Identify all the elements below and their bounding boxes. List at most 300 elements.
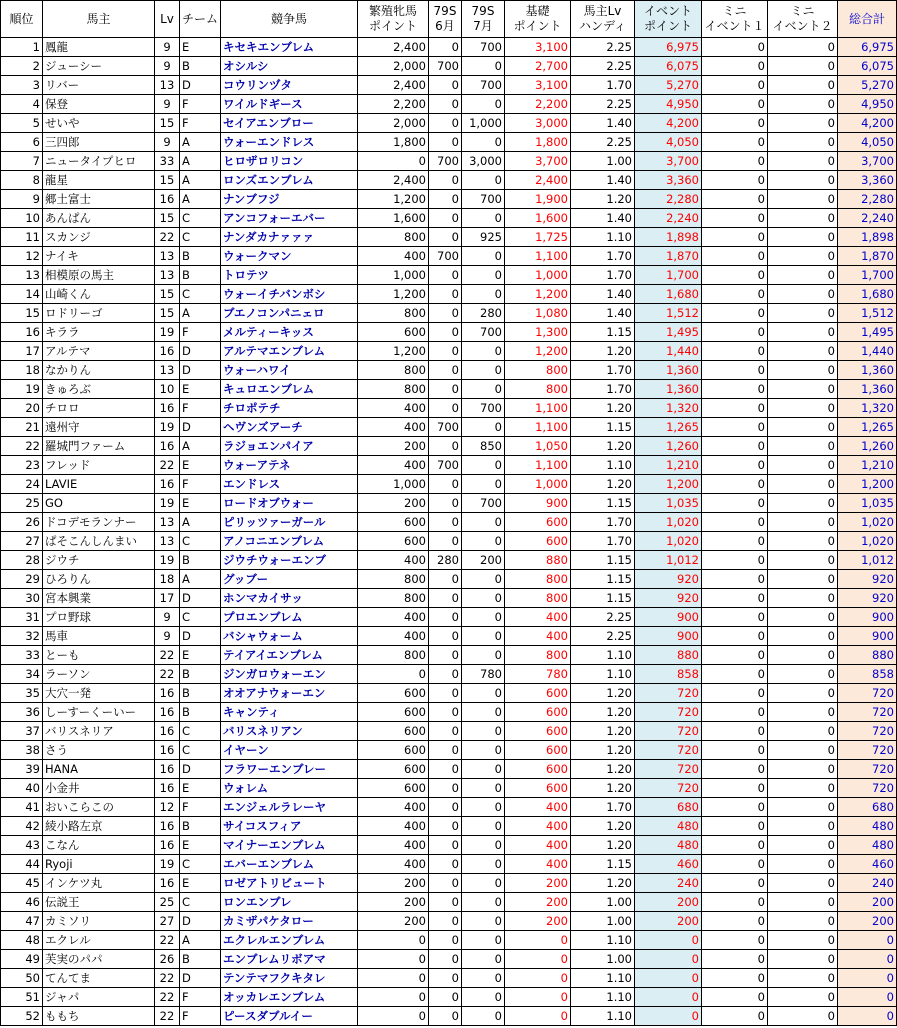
horse-cell: グッブー — [221, 570, 358, 589]
total-cell: 1,495 — [838, 323, 897, 342]
mini-event-2-cell: 0 — [768, 608, 838, 627]
lv-cell: 13 — [155, 76, 180, 95]
mini-event-2-cell: 0 — [768, 171, 838, 190]
mini-event-1-cell: 0 — [702, 855, 768, 874]
table-row — [1, 475, 897, 494]
july-points-cell: 0 — [462, 722, 505, 741]
mini-event-1-cell: 0 — [702, 475, 768, 494]
horse-cell: オッカレエンブレム — [221, 988, 358, 1007]
june-points-cell: 0 — [429, 912, 462, 931]
base-points-cell: 400 — [505, 817, 571, 836]
event-points-cell: 1,020 — [635, 513, 702, 532]
mini-event-2-cell: 0 — [768, 418, 838, 437]
breeding-points-cell: 200 — [358, 437, 429, 456]
mini-event-2-cell: 0 — [768, 95, 838, 114]
event-points-cell: 920 — [635, 589, 702, 608]
july-points-cell: 0 — [462, 342, 505, 361]
june-points-cell: 0 — [429, 760, 462, 779]
july-points-cell: 0 — [462, 684, 505, 703]
horse-cell: ウォレム — [221, 779, 358, 798]
table-row — [1, 380, 897, 399]
owner-cell: 芙実のパパ — [43, 950, 155, 969]
handicap-cell: 1.40 — [571, 171, 635, 190]
horse-cell: ヒロザロリコン — [221, 152, 358, 171]
total-cell: 200 — [838, 893, 897, 912]
total-cell: 1,512 — [838, 304, 897, 323]
handicap-cell: 2.25 — [571, 57, 635, 76]
lv-cell: 13 — [155, 247, 180, 266]
mini-event-1-cell: 0 — [702, 304, 768, 323]
mini-event-1-cell: 0 — [702, 190, 768, 209]
total-cell: 0 — [838, 988, 897, 1007]
june-points-cell: 0 — [429, 209, 462, 228]
breeding-points-cell: 600 — [358, 323, 429, 342]
june-points-cell: 0 — [429, 285, 462, 304]
event-points-cell: 900 — [635, 627, 702, 646]
total-cell: 1,898 — [838, 228, 897, 247]
base-points-cell: 1,000 — [505, 266, 571, 285]
rank-cell: 45 — [1, 874, 43, 893]
header-base-line1: 基礎 — [525, 4, 550, 18]
base-points-cell: 400 — [505, 798, 571, 817]
rank-cell: 8 — [1, 171, 43, 190]
base-points-cell: 3,700 — [505, 152, 571, 171]
mini-event-1-cell: 0 — [702, 114, 768, 133]
june-points-cell: 0 — [429, 171, 462, 190]
total-cell: 1,020 — [838, 513, 897, 532]
owner-cell: フレッド — [43, 456, 155, 475]
horse-cell: ブエノコンパニェロ — [221, 304, 358, 323]
event-points-cell: 1,035 — [635, 494, 702, 513]
july-points-cell: 0 — [462, 931, 505, 950]
horse-cell: ホンマカイサッ — [221, 589, 358, 608]
total-cell: 720 — [838, 760, 897, 779]
lv-cell: 12 — [155, 798, 180, 817]
table-row — [1, 912, 897, 931]
team-cell: B — [180, 551, 221, 570]
base-points-cell: 780 — [505, 665, 571, 684]
event-points-cell: 4,950 — [635, 95, 702, 114]
base-points-cell: 3,100 — [505, 38, 571, 57]
mini-event-2-cell: 0 — [768, 399, 838, 418]
handicap-cell: 1.20 — [571, 437, 635, 456]
base-points-cell: 2,400 — [505, 171, 571, 190]
handicap-cell: 1.20 — [571, 342, 635, 361]
owner-cell: カミソリ — [43, 912, 155, 931]
july-points-cell: 0 — [462, 418, 505, 437]
july-points-cell: 0 — [462, 380, 505, 399]
lv-cell: 16 — [155, 760, 180, 779]
mini-event-1-cell: 0 — [702, 38, 768, 57]
base-points-cell: 200 — [505, 874, 571, 893]
table-row — [1, 836, 897, 855]
total-cell: 3,360 — [838, 171, 897, 190]
table-row — [1, 266, 897, 285]
breeding-points-cell: 0 — [358, 152, 429, 171]
july-points-cell: 0 — [462, 513, 505, 532]
total-cell: 900 — [838, 608, 897, 627]
owner-cell: しーすーくーいー — [43, 703, 155, 722]
july-points-cell: 0 — [462, 988, 505, 1007]
june-points-cell: 0 — [429, 836, 462, 855]
breeding-points-cell: 1,200 — [358, 285, 429, 304]
july-points-cell: 0 — [462, 171, 505, 190]
mini-event-2-cell: 0 — [768, 190, 838, 209]
handicap-cell: 1.40 — [571, 304, 635, 323]
header-rank: 順位 — [1, 1, 43, 38]
header-mini2-line1: ミニ — [790, 4, 815, 18]
lv-cell: 27 — [155, 912, 180, 931]
owner-cell: HANA — [43, 760, 155, 779]
july-points-cell: 700 — [462, 399, 505, 418]
mini-event-1-cell: 0 — [702, 608, 768, 627]
lv-cell: 15 — [155, 114, 180, 133]
mini-event-2-cell: 0 — [768, 988, 838, 1007]
mini-event-2-cell: 0 — [768, 361, 838, 380]
event-points-cell: 920 — [635, 570, 702, 589]
breeding-points-cell: 800 — [358, 228, 429, 247]
base-points-cell: 600 — [505, 703, 571, 722]
july-points-cell: 200 — [462, 551, 505, 570]
june-points-cell: 0 — [429, 874, 462, 893]
rank-cell: 29 — [1, 570, 43, 589]
july-points-cell: 0 — [462, 874, 505, 893]
mini-event-2-cell: 0 — [768, 266, 838, 285]
handicap-cell: 1.70 — [571, 361, 635, 380]
table-row — [1, 361, 897, 380]
rank-cell: 5 — [1, 114, 43, 133]
handicap-cell: 1.40 — [571, 285, 635, 304]
owner-cell: 保登 — [43, 95, 155, 114]
rank-cell: 31 — [1, 608, 43, 627]
rank-cell: 10 — [1, 209, 43, 228]
mini-event-2-cell: 0 — [768, 494, 838, 513]
team-cell: D — [180, 912, 221, 931]
june-points-cell: 0 — [429, 646, 462, 665]
mini-event-1-cell: 0 — [702, 380, 768, 399]
total-cell: 1,360 — [838, 380, 897, 399]
rank-cell: 7 — [1, 152, 43, 171]
total-cell: 1,200 — [838, 475, 897, 494]
table-row — [1, 399, 897, 418]
team-cell: A — [180, 133, 221, 152]
rank-cell: 48 — [1, 931, 43, 950]
table-row — [1, 494, 897, 513]
team-cell: B — [180, 247, 221, 266]
mini-event-2-cell: 0 — [768, 133, 838, 152]
table-row — [1, 874, 897, 893]
table-row — [1, 988, 897, 1007]
july-points-cell: 0 — [462, 1007, 505, 1026]
header-mini2-line2: イベント２ — [772, 19, 833, 33]
total-cell: 4,050 — [838, 133, 897, 152]
total-cell: 1,440 — [838, 342, 897, 361]
team-cell: B — [180, 665, 221, 684]
owner-cell: ラーソン — [43, 665, 155, 684]
horse-cell: ピリッツァーガール — [221, 513, 358, 532]
mini-event-1-cell: 0 — [702, 1007, 768, 1026]
header-lv: Lv — [155, 1, 180, 38]
mini-event-2-cell: 0 — [768, 228, 838, 247]
event-points-cell: 200 — [635, 912, 702, 931]
mini-event-2-cell: 0 — [768, 760, 838, 779]
lv-cell: 22 — [155, 665, 180, 684]
handicap-cell: 1.20 — [571, 399, 635, 418]
mini-event-2-cell: 0 — [768, 38, 838, 57]
table-row — [1, 437, 897, 456]
breeding-points-cell: 1,000 — [358, 475, 429, 494]
lv-cell: 15 — [155, 209, 180, 228]
table-row — [1, 589, 897, 608]
rank-cell: 52 — [1, 1007, 43, 1026]
july-points-cell: 0 — [462, 836, 505, 855]
breeding-points-cell: 1,800 — [358, 133, 429, 152]
handicap-cell: 1.70 — [571, 380, 635, 399]
total-cell: 1,680 — [838, 285, 897, 304]
breeding-points-cell: 600 — [358, 532, 429, 551]
july-points-cell: 0 — [462, 646, 505, 665]
event-points-cell: 1,495 — [635, 323, 702, 342]
event-points-cell: 0 — [635, 1007, 702, 1026]
event-points-cell: 0 — [635, 950, 702, 969]
july-points-cell: 0 — [462, 817, 505, 836]
rank-cell: 40 — [1, 779, 43, 798]
july-points-cell: 850 — [462, 437, 505, 456]
header-total: 総合計 — [838, 1, 897, 38]
owner-cell: あんぱん — [43, 209, 155, 228]
total-cell: 1,012 — [838, 551, 897, 570]
table-row — [1, 1007, 897, 1026]
mini-event-1-cell: 0 — [702, 285, 768, 304]
mini-event-2-cell: 0 — [768, 703, 838, 722]
breeding-points-cell: 800 — [358, 361, 429, 380]
mini-event-1-cell: 0 — [702, 209, 768, 228]
handicap-cell: 1.70 — [571, 532, 635, 551]
july-points-cell: 280 — [462, 304, 505, 323]
breeding-points-cell: 800 — [358, 380, 429, 399]
handicap-cell: 1.15 — [571, 589, 635, 608]
base-points-cell: 600 — [505, 684, 571, 703]
breeding-points-cell: 600 — [358, 760, 429, 779]
event-points-cell: 1,700 — [635, 266, 702, 285]
lv-cell: 16 — [155, 190, 180, 209]
mini-event-1-cell: 0 — [702, 836, 768, 855]
base-points-cell: 400 — [505, 836, 571, 855]
event-points-cell: 4,050 — [635, 133, 702, 152]
july-points-cell: 0 — [462, 703, 505, 722]
breeding-points-cell: 0 — [358, 969, 429, 988]
breeding-points-cell: 200 — [358, 494, 429, 513]
owner-cell: インケツ丸 — [43, 874, 155, 893]
table-header — [1, 1, 897, 38]
team-cell: E — [180, 456, 221, 475]
event-points-cell: 480 — [635, 836, 702, 855]
june-points-cell: 700 — [429, 418, 462, 437]
handicap-cell: 1.00 — [571, 950, 635, 969]
breeding-points-cell: 1,600 — [358, 209, 429, 228]
july-points-cell: 700 — [462, 76, 505, 95]
lv-cell: 9 — [155, 133, 180, 152]
june-points-cell: 0 — [429, 437, 462, 456]
owner-cell: バリスネリア — [43, 722, 155, 741]
base-points-cell: 1,100 — [505, 247, 571, 266]
owner-cell: 馬車 — [43, 627, 155, 646]
lv-cell: 19 — [155, 323, 180, 342]
team-cell: C — [180, 285, 221, 304]
event-points-cell: 1,870 — [635, 247, 702, 266]
handicap-cell: 1.15 — [571, 855, 635, 874]
event-points-cell: 680 — [635, 798, 702, 817]
june-points-cell: 0 — [429, 608, 462, 627]
base-points-cell: 400 — [505, 627, 571, 646]
table-body — [1, 38, 897, 1026]
june-points-cell: 280 — [429, 551, 462, 570]
june-points-cell: 0 — [429, 722, 462, 741]
lv-cell: 13 — [155, 532, 180, 551]
table-row — [1, 190, 897, 209]
table-row — [1, 323, 897, 342]
header-handicap-line1: 馬主Lv — [583, 4, 622, 18]
total-cell: 0 — [838, 931, 897, 950]
team-cell: F — [180, 323, 221, 342]
june-points-cell: 700 — [429, 152, 462, 171]
owner-cell: 大穴一発 — [43, 684, 155, 703]
table-row — [1, 950, 897, 969]
owner-cell: エクレル — [43, 931, 155, 950]
event-points-cell: 460 — [635, 855, 702, 874]
horse-cell: エクレルエンブレム — [221, 931, 358, 950]
base-points-cell: 1,100 — [505, 456, 571, 475]
base-points-cell: 900 — [505, 494, 571, 513]
total-cell: 4,200 — [838, 114, 897, 133]
team-cell: B — [180, 684, 221, 703]
event-points-cell: 200 — [635, 893, 702, 912]
handicap-cell: 1.10 — [571, 228, 635, 247]
owner-cell: 伝説王 — [43, 893, 155, 912]
june-points-cell: 0 — [429, 95, 462, 114]
team-cell: A — [180, 437, 221, 456]
owner-cell: 綾小路左京 — [43, 817, 155, 836]
table-row — [1, 513, 897, 532]
june-points-cell: 0 — [429, 684, 462, 703]
mini-event-1-cell: 0 — [702, 171, 768, 190]
mini-event-2-cell: 0 — [768, 152, 838, 171]
header-mini1-line1: ミニ — [722, 4, 747, 18]
owner-cell: 宮本興業 — [43, 589, 155, 608]
june-points-cell: 0 — [429, 817, 462, 836]
mini-event-1-cell: 0 — [702, 570, 768, 589]
base-points-cell: 1,000 — [505, 475, 571, 494]
mini-event-2-cell: 0 — [768, 380, 838, 399]
base-points-cell: 0 — [505, 931, 571, 950]
breeding-points-cell: 800 — [358, 304, 429, 323]
breeding-points-cell: 2,000 — [358, 114, 429, 133]
table-row — [1, 722, 897, 741]
july-points-cell: 700 — [462, 38, 505, 57]
event-points-cell: 1,265 — [635, 418, 702, 437]
event-points-cell: 2,240 — [635, 209, 702, 228]
mini-event-2-cell: 0 — [768, 779, 838, 798]
event-points-cell: 6,975 — [635, 38, 702, 57]
june-points-cell: 0 — [429, 988, 462, 1007]
june-points-cell: 0 — [429, 570, 462, 589]
july-points-cell: 3,000 — [462, 152, 505, 171]
team-cell: A — [180, 513, 221, 532]
team-cell: A — [180, 190, 221, 209]
table-row — [1, 551, 897, 570]
table-row — [1, 95, 897, 114]
lv-cell: 9 — [155, 627, 180, 646]
total-cell: 480 — [838, 836, 897, 855]
handicap-cell: 1.20 — [571, 817, 635, 836]
handicap-cell: 1.10 — [571, 646, 635, 665]
owner-cell: さう — [43, 741, 155, 760]
mini-event-2-cell: 0 — [768, 969, 838, 988]
mini-event-1-cell: 0 — [702, 817, 768, 836]
june-points-cell: 0 — [429, 266, 462, 285]
horse-cell: メルティーキッス — [221, 323, 358, 342]
rank-cell: 47 — [1, 912, 43, 931]
horse-cell: エンドレス — [221, 475, 358, 494]
table-row — [1, 627, 897, 646]
handicap-cell: 1.20 — [571, 779, 635, 798]
lv-cell: 9 — [155, 38, 180, 57]
owner-cell: GO — [43, 494, 155, 513]
rank-cell: 24 — [1, 475, 43, 494]
owner-cell: 山崎くん — [43, 285, 155, 304]
header-mini1-line2: イベント１ — [704, 19, 765, 33]
rank-cell: 49 — [1, 950, 43, 969]
rank-cell: 46 — [1, 893, 43, 912]
rank-cell: 39 — [1, 760, 43, 779]
rank-cell: 42 — [1, 817, 43, 836]
base-points-cell: 400 — [505, 855, 571, 874]
team-cell: C — [180, 209, 221, 228]
july-points-cell: 0 — [462, 209, 505, 228]
mini-event-2-cell: 0 — [768, 285, 838, 304]
total-cell: 1,210 — [838, 456, 897, 475]
team-cell: D — [180, 627, 221, 646]
handicap-cell: 1.20 — [571, 760, 635, 779]
rank-cell: 25 — [1, 494, 43, 513]
mini-event-2-cell: 0 — [768, 513, 838, 532]
event-points-cell: 720 — [635, 703, 702, 722]
breeding-points-cell: 800 — [358, 570, 429, 589]
event-points-cell: 1,260 — [635, 437, 702, 456]
breeding-points-cell: 200 — [358, 912, 429, 931]
lv-cell: 15 — [155, 304, 180, 323]
rank-cell: 35 — [1, 684, 43, 703]
total-cell: 1,265 — [838, 418, 897, 437]
total-cell: 720 — [838, 703, 897, 722]
team-cell: B — [180, 266, 221, 285]
handicap-cell: 1.20 — [571, 722, 635, 741]
rank-cell: 41 — [1, 798, 43, 817]
june-points-cell: 0 — [429, 798, 462, 817]
handicap-cell: 1.10 — [571, 1007, 635, 1026]
mini-event-1-cell: 0 — [702, 760, 768, 779]
header-breeding-points — [358, 1, 429, 38]
july-points-cell: 0 — [462, 532, 505, 551]
owner-cell: ももち — [43, 1007, 155, 1026]
owner-cell: ぱそこんしんまい — [43, 532, 155, 551]
mini-event-1-cell: 0 — [702, 551, 768, 570]
table-row — [1, 893, 897, 912]
owner-cell: アルテマ — [43, 342, 155, 361]
team-cell: A — [180, 171, 221, 190]
rank-cell: 43 — [1, 836, 43, 855]
mini-event-1-cell: 0 — [702, 589, 768, 608]
